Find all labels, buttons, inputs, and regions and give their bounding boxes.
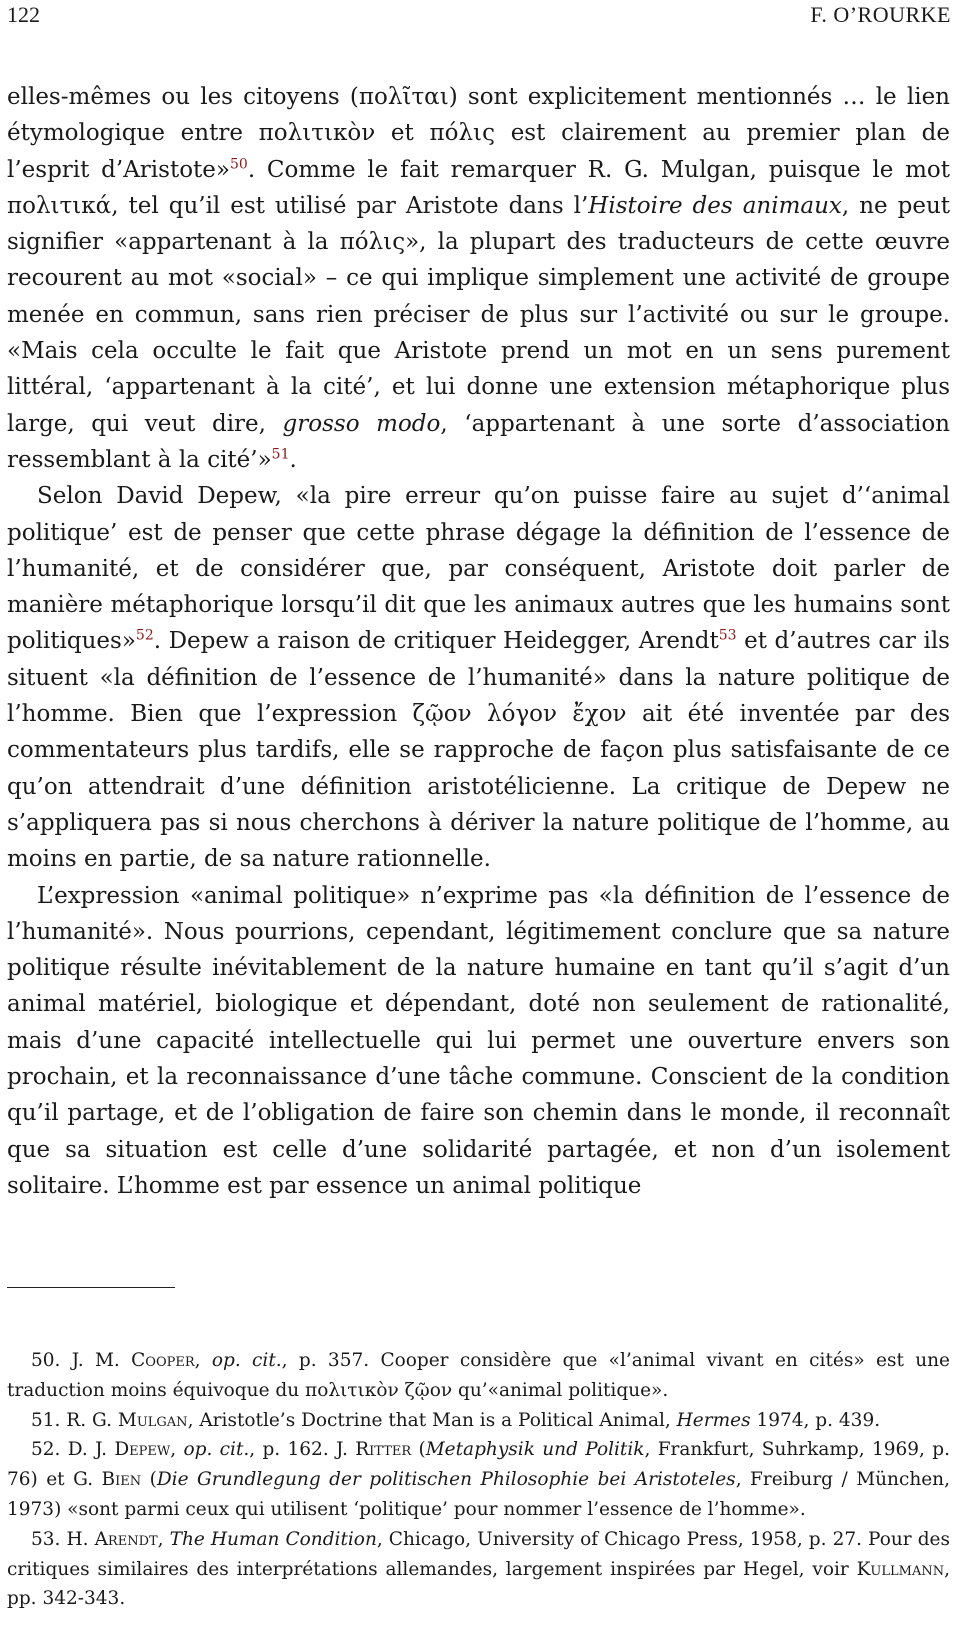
footnote-50: 50. J. M. Cooper, op. cit., p. 357. Cooper considère que «l’animal vivant en cités» est une traduction moins équivoque du πολιτικὸν ζῷον qu’«animal politique». [7,1350,950,1401]
footnotes [7,1346,950,1614]
footnote-ref-50[interactable]: 50 [229,155,248,172]
footnote-52: 52. D. J. Depew, op. cit., p. 162. J. Ritter (Metaphysik und Politik, Frankfurt, Suhrkamp, 1969, p. 76) et G. Bien (Die Grundlegung der politischen Philosophie bei Aristoteles, Freiburg / München, 1973) «sont parmi ceux qui utilisent ‘politique’ pour nommer l’essence de l’homme». [7,1439,950,1520]
main-text [7,79,950,1204]
footnote-53: 53. H. Arendt, The Human Condition, Chicago, University of Chicago Press, 1958, p. 27. Pour des critiques similaires des interprétations allemandes, largement inspirées par Hegel, voir Kullmann, pp. 342-343. [7,1528,950,1610]
paragraph-2: Selon David Depew, «la pire erreur qu’on puisse faire au sujet d’‘animal politique’ est de penser que cette phrase dégage la définition de l’essence de l’humanité, et de considérer que, par conséquent, Aristote doit parler de manière métaphorique lorsqu’il dit que les animaux autres que les humains sont politiques»$^{52}$. Depew a raison de critiquer Heidegger, Arendt$^{53}$ et d’autres car ils situent «la définition de l’essence de l’humanité» dans la nature politique de l’homme. Bien que l’expression ζῷον λόγον ἔχον ait été inventée par des commentateurs plus tardifs, elle se rapproche de façon plus satisfaisante de ce qu’on attendrait d’une définition aristotélicienne. La critique de Depew ne s’appliquera pas si nous cherchons à dériver la nature politique de l’homme, au moins en partie, de sa nature rationnelle. [7,483,950,873]
page-header [7,2,951,32]
paragraph-1: elles-mêmes ou les citoyens (πολῖται) sont explicitement mentionnés … le lien étymologique entre πολιτικὸν et πόλις est clairement au premier plan de l’esprit d’Aristote»$^{50}$. Comme le fait remarquer R. G. Mulgan, puisque le mot πολιτικά, tel qu’il est utilisé par Aristote dans l’Histoire des animaux, ne peut signifier «appartenant à la πόλις», la plupart des traducteurs de cette œuvre recourent au mot «social» – ce qui implique simplement une activité de groupe menée en commun, sans rien préciser de plus sur l’activité ou sur le groupe. «Mais cela occulte le fait que Aristote prend un mot en un sens purement littéral, ‘appartenant à la cité’, et lui donne une extension métaphorique plus large, qui veut dire, grosso modo, ‘appartenant à une sorte d’association ressemblant à la cité’»$^{51}$. [7,84,951,473]
running-head: F. O’ROURKE [810,2,951,27]
footnote-ref-53[interactable]: 53 [718,627,737,644]
footnote-ref-51[interactable]: 51 [271,446,290,463]
paragraph-3: L’expression «animal politique» n’exprime pas «la définition de l’essence de l’humanité». Nous pourrions, cependant, légitimement conclure que sa nature politique résulte inévitablement de la nature humaine en tant qu’il s’agit d’un animal matériel, biologique et dépendant, doté non seulement de rationalité, mais d’une capacité intellectuelle qui lui permet une ouverture envers son prochain, et la reconnaissance d’une tâche commune. Conscient de la condition qu’il partage, et de l’obligation de faire son chemin dans le monde, il reconnaît que sa situation est celle d’une solidarité partagée, et non d’un isolement solitaire. L’homme est par essence un animal politique [7,882,950,1199]
footnote-51: 51. R. G. Mulgan, Aristotle’s Doctrine that Man is a Political Animal, Hermes 1974, p. 439. [31,1409,881,1431]
footnote-separator [7,1287,175,1288]
page-number: 122 [7,2,40,27]
footnote-ref-52[interactable]: 52 [135,627,154,644]
